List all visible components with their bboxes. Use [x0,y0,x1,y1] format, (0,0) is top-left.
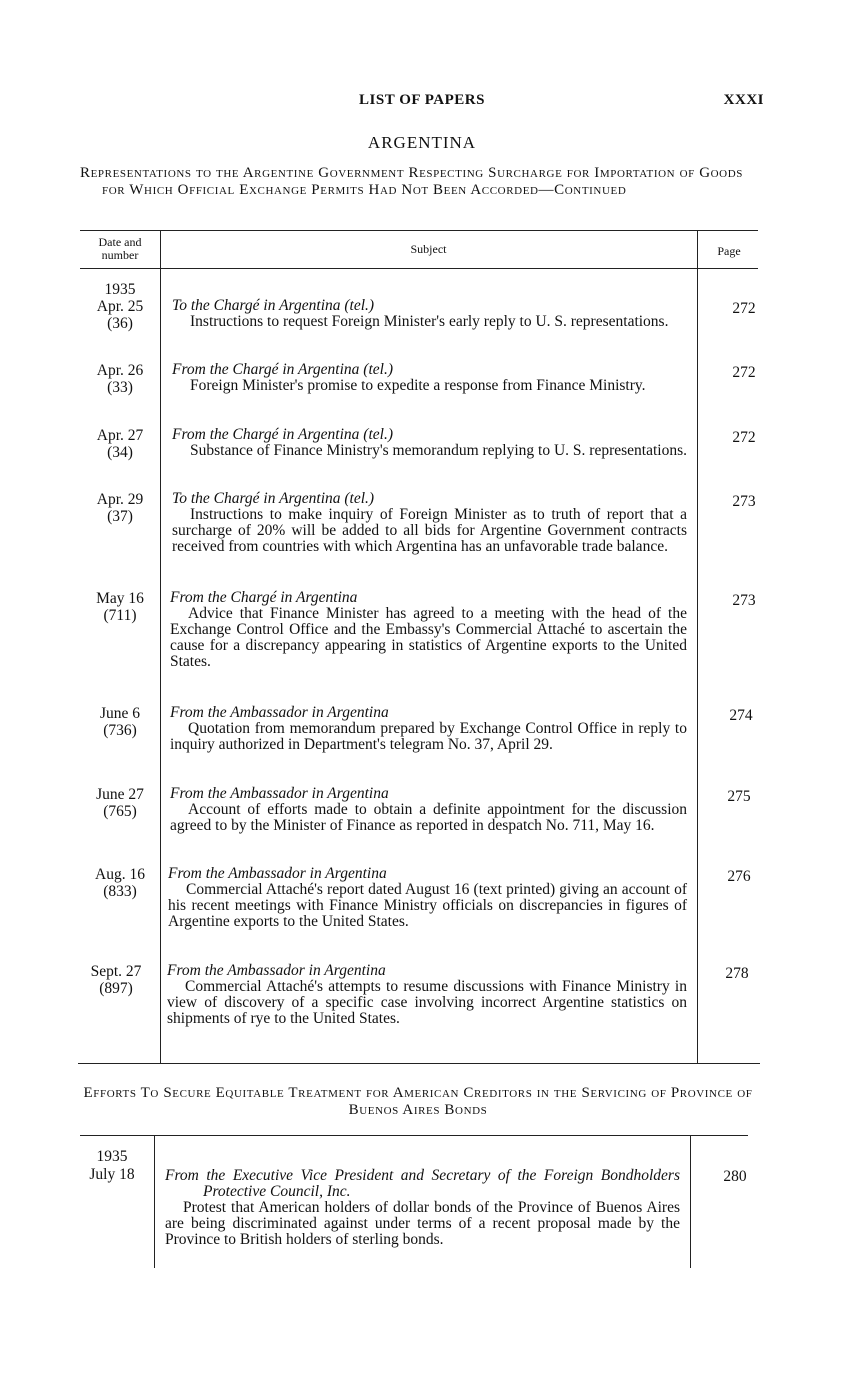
entry-summary: Instructions to make inquiry of Foreign Minister as to truth of report that a surcharge of 20% will be added to all bids for Argentine Government contracts received from countries with which Argentina has an unfavorable trade balance. [172,506,687,555]
entry-summary: Quotation from memorandum prepared by Exchange Control Office in reply to inquiry authorized in Department's telegram No. 37, April 29. [170,720,687,753]
entry-summary: Protest that American holders of dollar bonds of the Province of Buenos Aires are being discriminated against under terms of a recent proposal made by the Province to British holders of sterling bonds. [165,1199,680,1248]
entry-number: (833) [103,883,137,900]
entry-date: Apr. 25 [96,298,144,315]
entry-correspondent: From the Ambassador in Argentina [168,865,387,882]
entry-number: (34) [107,444,133,461]
entry-page: 272 [732,429,756,446]
entry-correspondent: From the Executive Vice President and Secretary of the Foreign Bondholders Protective Council, Inc. [165,1167,680,1200]
entry-number: (37) [107,508,133,525]
entry-subject [172,298,687,330]
section-heading: Efforts To Secure Equitable Treatment for American Creditors in the Servicing of Province of Buenos Aires Bonds [83,1085,753,1118]
entry-page: 273 [732,493,756,510]
entry-correspondent: From the Ambassador in Argentina [167,962,386,979]
entry-page: 275 [727,788,751,805]
entry-subject [170,786,687,834]
column-divider [160,230,161,1063]
entry-date: Apr. 27 [96,427,144,444]
entry-subject [172,362,687,394]
column-divider [154,1135,155,1268]
entry-subject [172,427,687,459]
entry-date: July 18 [89,1166,135,1183]
entry-subject [170,590,687,670]
entry-correspondent: From the Chargé in Argentina (tel.) [172,426,393,443]
header-bottom-rule [80,268,758,269]
entry-page: 272 [732,364,756,381]
entry-summary: Foreign Minister's promise to expedite a response from Finance Ministry. [190,377,646,394]
entry-correspondent: From the Ambassador in Argentina [170,785,389,802]
entry-subject [172,491,687,555]
entry-page: 274 [729,707,753,724]
page-number: XXXI [723,92,764,108]
running-head-title: LIST OF PAPERS [359,92,485,108]
entry-date: May 16 [96,590,144,607]
entry-number: (711) [103,607,137,624]
entry-date: Aug. 16 [95,866,145,883]
year-label: 1935 [96,1148,128,1165]
year-label: 1935 [104,281,136,298]
entry-number: (36) [107,315,133,332]
entry-subject [170,705,687,753]
entry-date: June 27 [96,786,144,803]
entry-summary: Advice that Finance Minister has agreed to a meeting with the head of the Exchange Control Office and the Embassy's Commercial Attaché to ascertain the cause for a discrepancy appearing in statistics of Argentine exports to the United States. [170,605,687,670]
entry-date: Sept. 27 [90,963,142,980]
entry-page: 280 [723,1168,747,1185]
entry-page: 276 [727,868,751,885]
entry-page: 272 [732,300,756,317]
entry-correspondent: From the Chargé in Argentina (tel.) [172,361,393,378]
entry-page: 273 [732,592,756,609]
country-heading: ARGENTINA [367,133,477,152]
entry-summary: Commercial Attaché's attempts to resume discussions with Finance Ministry in view of discovery of a specific case involving incorrect Argentine statistics on shipments of rye to the United States. [167,978,687,1027]
entry-number: (33) [107,379,133,396]
entry-summary: Instructions to request Foreign Minister's early reply to U. S. representations. [190,313,669,330]
table-top-rule [80,1135,748,1136]
section-heading: Representations to the Argentine Government Respecting Surcharge for Importation of Goods for Which Official Exchange Permits Had Not Been Accorded—Continued [80,165,743,198]
entry-page: 278 [725,965,749,982]
entry-correspondent: To the Chargé in Argentina (tel.) [172,297,375,314]
entry-summary: Substance of Finance Ministry's memorandum replying to U. S. representations. [190,442,687,459]
entry-number: (765) [103,803,137,820]
table-top-rule [80,230,758,231]
column-header-page: Page [717,244,741,258]
entry-number: (736) [103,722,137,739]
entry-number: (897) [99,980,133,997]
entry-summary: Account of efforts made to obtain a definite appointment for the discussion agreed to by the Minister of Finance as reported in despatch No. 711, May 16. [170,801,687,834]
column-header-subject: Subject [410,242,447,256]
entry-correspondent: From the Ambassador in Argentina [170,704,389,721]
entry-date: June 6 [99,705,141,722]
column-divider [690,1135,691,1268]
entry-date: Apr. 29 [96,491,144,508]
column-divider [697,230,698,1063]
entry-subject [167,963,687,1027]
entry-date: Apr. 26 [96,362,144,379]
table-bottom-rule [78,1063,760,1064]
entry-correspondent: From the Chargé in Argentina [170,589,358,606]
entry-correspondent: To the Chargé in Argentina (tel.) [172,490,375,507]
column-header-date: Date and number [98,235,142,262]
entry-subject [165,1168,680,1248]
entry-summary: Commercial Attaché's report dated August 16 (text printed) giving an account of his recent meetings with Finance Ministry officials on discrepancies in figures of Argentine exports to the United States. [168,881,687,930]
entry-subject [168,866,687,930]
running-head [80,92,764,112]
